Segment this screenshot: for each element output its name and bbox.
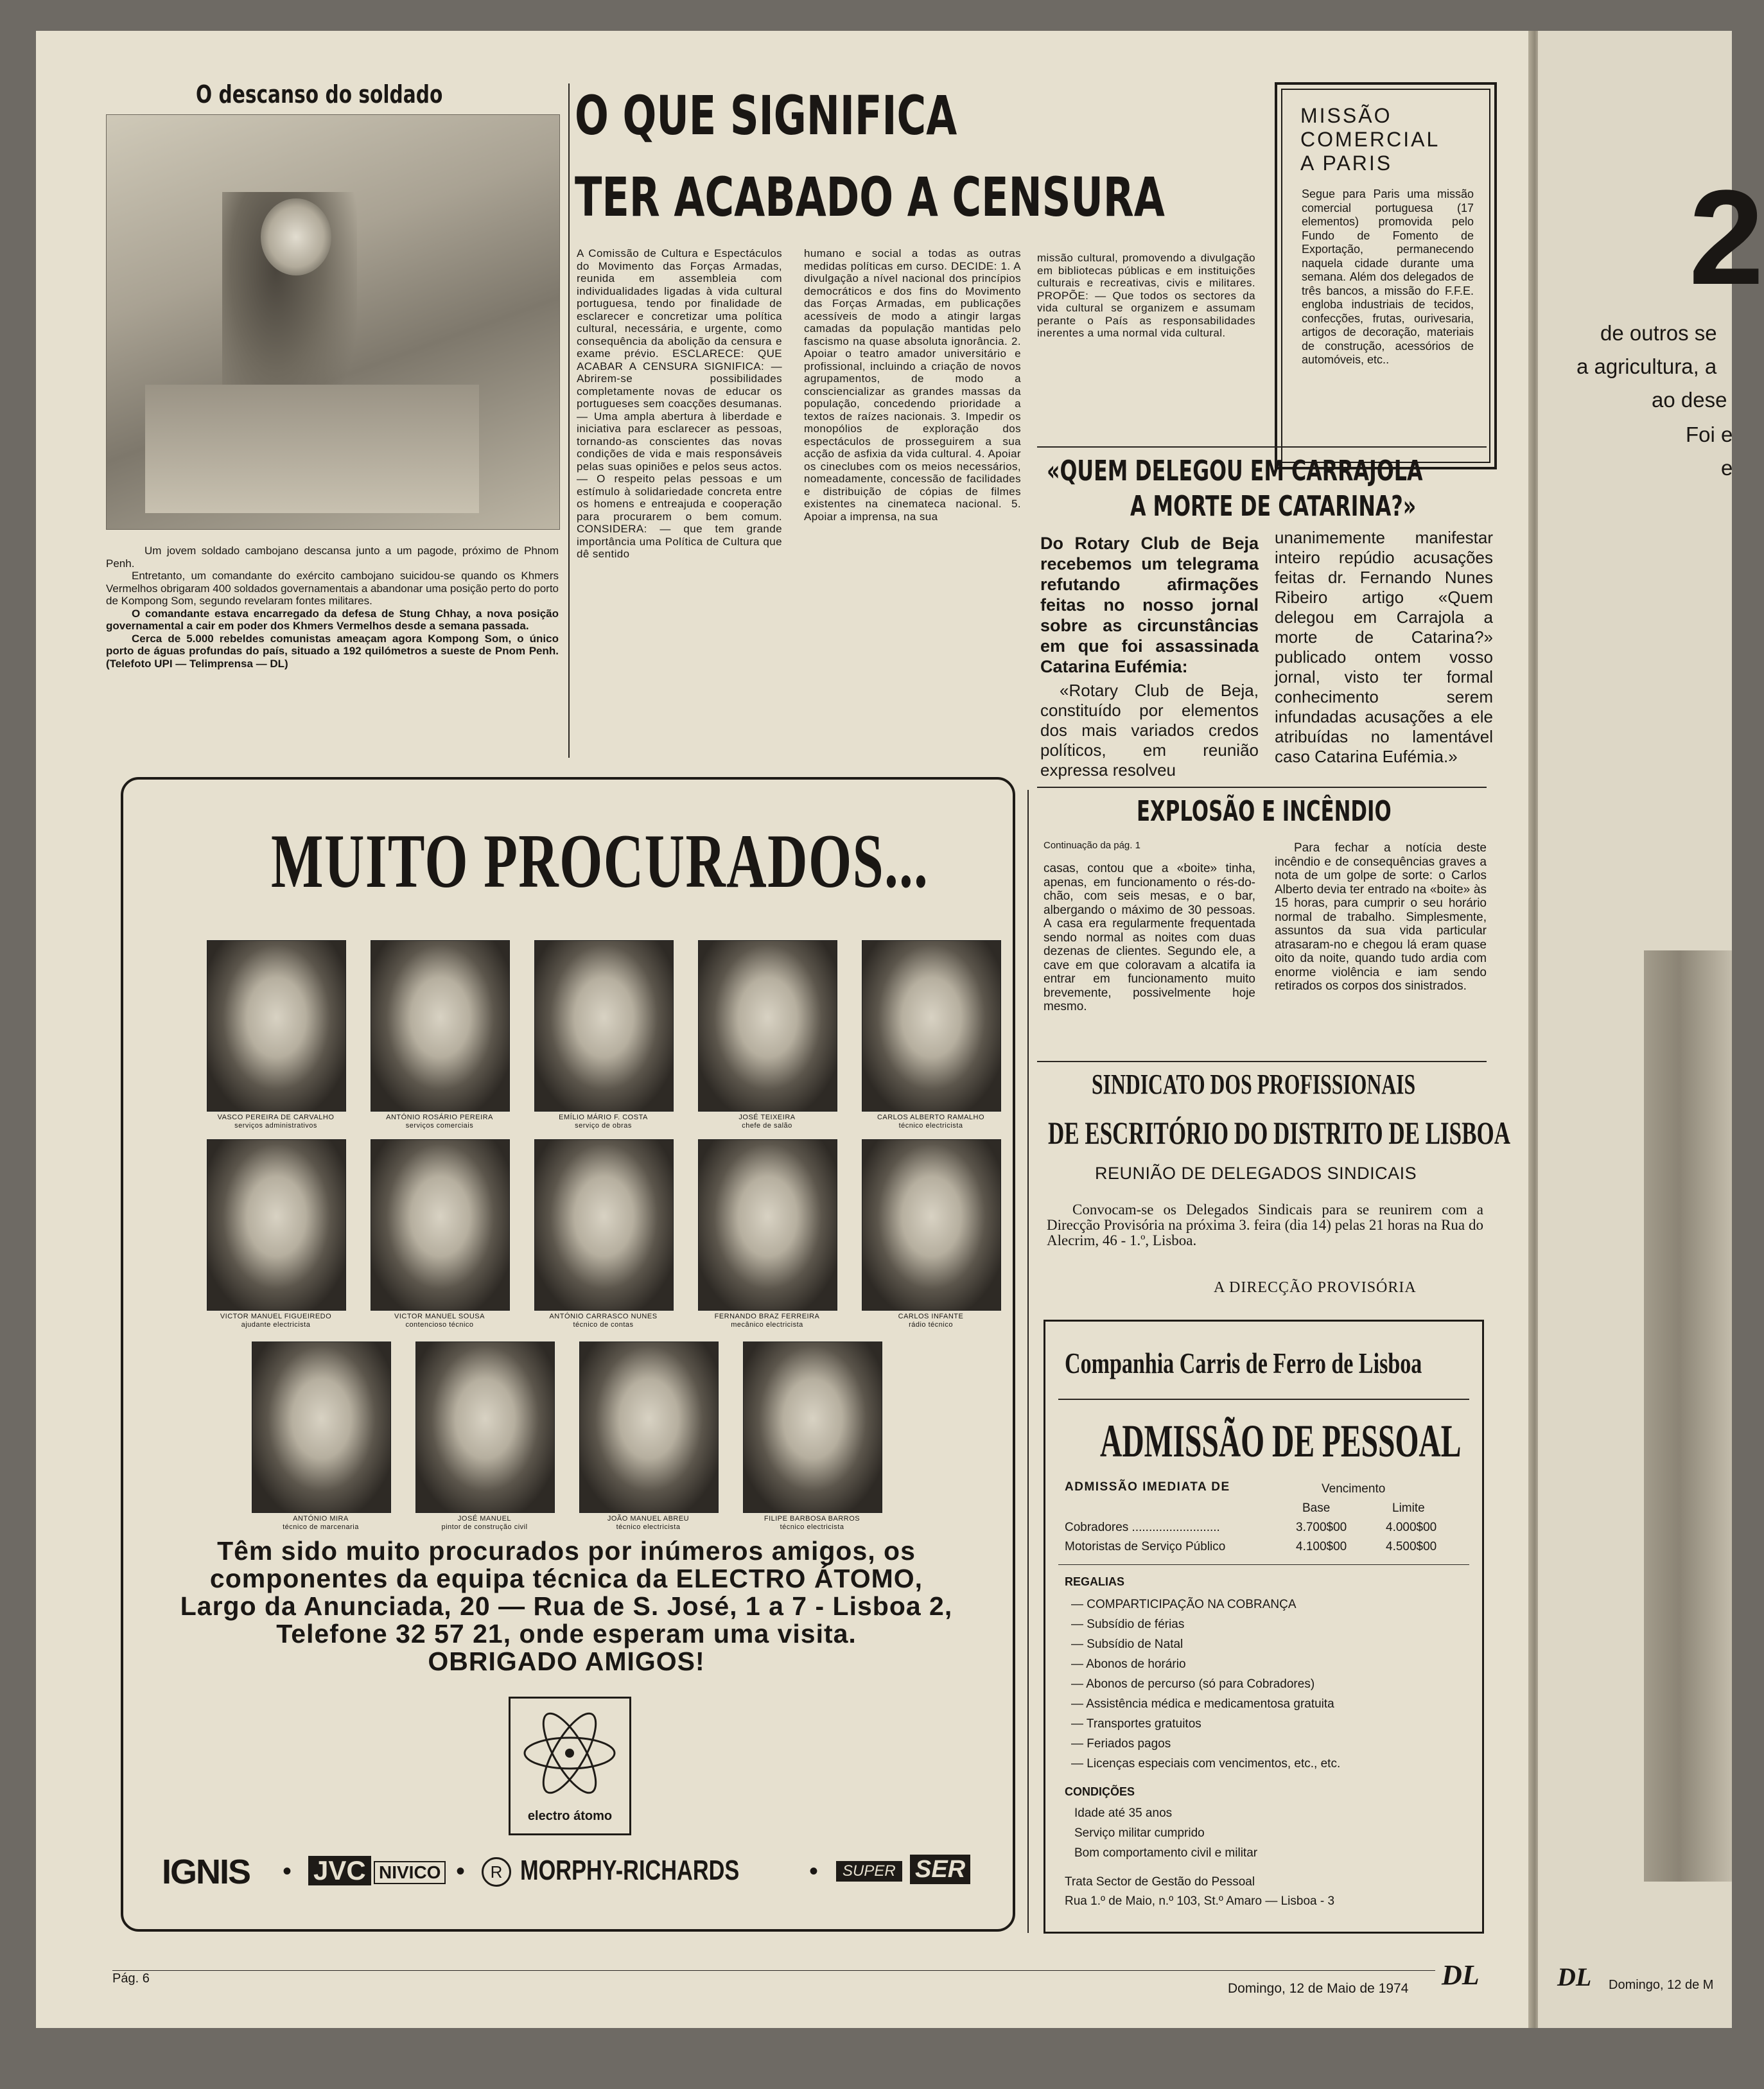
brand-nivico: NIVICO bbox=[374, 1861, 446, 1884]
next-page-logo: DL bbox=[1557, 1962, 1592, 1991]
missao-body: Segue para Paris uma missão comercial portuguesa (17 elementos) promovida pelo Fundo de Fomento de Exportação, permanecendo naquela cidade durante uma semana. Além dos delegados de três bancos, a missão do F.F.E. engloba industriais de tecidos, confecções, frutas, ourivesaria, artigos de decoração, materiais de construção, acessórios de automóveis, etc.. bbox=[1302, 188, 1474, 366]
person-caption: FILIPE BARBOSA BARROS técnico electricista bbox=[764, 1515, 860, 1531]
portrait bbox=[371, 1139, 510, 1311]
catarina-headline-2: A MORTE DE CATARINA?» bbox=[1130, 490, 1417, 523]
catarina-column-2: unanimemente manifestar inteiro repúdio acusações feitas dr. Fernando Nunes Ribeiro artigo «Quem delegou em Carrajola a morte de Catarina?» publicado ontem vosso jornal, visto ter formal conhecimento serem infundadas acusações a ele atribuídas no lamentável caso Catarina Eufémia.» bbox=[1275, 528, 1493, 766]
photo-story-title: O descanso do soldado bbox=[196, 80, 443, 109]
person-caption: FERNANDO BRAZ FERREIRA mecânico electricista bbox=[714, 1313, 820, 1329]
sindicato-title-1: SINDICATO DOS PROFISSIONAIS bbox=[1092, 1069, 1416, 1100]
portrait bbox=[579, 1342, 719, 1513]
explosao-column-2: Para fechar a notícia deste incêndio e de consequências graves a nota de um golpe de sorte: o Carlos Alberto devia ter entrado na «boite» às 15 horas, para cumprir o seu horário normal de trabalho. Simplesmente, assuntos da sua vida particular atrasaram-no e chegou lá eram quase oito da noite, quando tudo ardia com enorme violência e iam sendo retirados os corpos dos sinistrados. bbox=[1275, 841, 1487, 993]
dl-logo: DL bbox=[1442, 1959, 1480, 1991]
portrait bbox=[698, 940, 837, 1112]
ad-slogan: Têm sido muito procurados por inúmeros amigos, os componentes da equipa técnica da ELECTRO ÁTOMO, Largo da Anunciada, 20 — Rua de S. José, 1 a 7 - Lisboa 2, Telefone 32 57 21, onde esperam uma visita. OBRIGADO AMIGOS! bbox=[180, 1536, 953, 1676]
list-item: — Transportes gratuitos bbox=[1071, 1717, 1201, 1731]
brand-ser: SER bbox=[910, 1855, 970, 1884]
person-caption: VASCO PEREIRA DE CARVALHO serviços administrativos bbox=[217, 1114, 335, 1130]
portrait bbox=[371, 940, 510, 1112]
carris-title: ADMISSÃO DE PESSOAL bbox=[1100, 1415, 1462, 1467]
portrait bbox=[534, 1139, 674, 1311]
bullet-icon: • bbox=[456, 1857, 466, 1885]
person-caption: JOSÉ TEIXEIRA chefe de salão bbox=[738, 1114, 796, 1130]
portrait bbox=[862, 940, 1001, 1112]
carris-company: Companhia Carris de Ferro de Lisboa bbox=[1065, 1347, 1422, 1379]
person-caption: ANTÓNIO ROSÁRIO PEREIRA serviços comerciais bbox=[386, 1114, 493, 1130]
explosao-headline: EXPLOSÃO E INCÊNDIO bbox=[1137, 795, 1392, 828]
list-item: — Abonos de horário bbox=[1071, 1657, 1186, 1671]
footer-rule bbox=[112, 1970, 1435, 1971]
missao-box bbox=[1275, 82, 1497, 469]
page-number: Pág. 6 bbox=[112, 1971, 150, 1986]
carris-contact: Trata Sector de Gestão do Pessoal Rua 1.º de Maio, n.º 103, St.º Amaro — Lisboa - 3 bbox=[1065, 1875, 1335, 1908]
person-caption: ANTÓNIO MIRA técnico de marcenaria bbox=[283, 1515, 359, 1531]
photo-story-caption: Um jovem soldado cambojano descansa junto a um pagode, próximo de Phnom Penh. Entretanto, um comandante do exército cambojano suicidou-se quando os Khmers Vermelhos obrigaram 400 soldados governamentais a abandonar uma posição perto do porto de Kompong Som, segundo revelaram fontes militares. O comandante estava encarregado da defesa de Stung Chhay, a nova posição governamental a cair em poder dos Khmers Vermelhos desde a semana passada. Cerca de 5.000 rebeldes comunistas ameaçam agora Kompong Som, o único porto de águas profundas do país, situado a 192 quilómetros a sueste de Pnom Penh. (Telefoto UPI — Telimprensa — DL) bbox=[106, 545, 559, 670]
carris-condicoes-list bbox=[1074, 1803, 1472, 1863]
next-page-photo bbox=[1644, 950, 1732, 1882]
person-caption: EMÍLIO MÁRIO F. COSTA serviço de obras bbox=[559, 1114, 648, 1130]
carris-limite-header: Limite bbox=[1392, 1501, 1425, 1515]
carris-ad bbox=[1044, 1320, 1484, 1934]
ad-title: MUITO PROCURADOS... bbox=[271, 818, 929, 904]
next-page-glyph: 2 bbox=[1689, 162, 1764, 313]
brand-jvc: JVC bbox=[308, 1856, 371, 1885]
next-page-footer-date: Domingo, 12 de M bbox=[1609, 1978, 1714, 1992]
electro-atomo-logo: electro átomo bbox=[509, 1697, 631, 1835]
section-rule bbox=[1037, 446, 1487, 448]
catarina-lead: Do Rotary Club de Beja recebemos um telegrama refutando afirmações feitas no nosso jornal sobre as circunstâncias em que foi assassinada Catarina Eufémia: bbox=[1040, 534, 1259, 676]
atom-icon bbox=[511, 1699, 629, 1808]
person-caption: JOSÉ MANUEL pintor de construção civil bbox=[441, 1515, 528, 1531]
sindicato-signature: A DIRECÇÃO PROVISÓRIA bbox=[1214, 1279, 1417, 1296]
sindicato-body: Convocam-se os Delegados Sindicais para se reunirem com a Direcção Provisória na próxima 3. feira (dia 14) pelas 21 horas na Rua do Alecrim, 46 - 1.º, Lisboa. bbox=[1047, 1202, 1483, 1248]
portrait bbox=[862, 1139, 1001, 1311]
carris-base-header: Base bbox=[1302, 1501, 1331, 1515]
list-item: — Assistência médica e medicamentosa gratuita bbox=[1071, 1697, 1334, 1711]
portrait bbox=[698, 1139, 837, 1311]
portrait bbox=[743, 1342, 882, 1513]
carris-regalias-title: REGALIAS bbox=[1065, 1575, 1125, 1588]
list-item: Bom comportamento civil e militar bbox=[1074, 1846, 1258, 1860]
column-rule bbox=[1027, 790, 1029, 1933]
next-page-line: de outros se bbox=[1600, 321, 1717, 345]
brand-ignis: IGNIS bbox=[162, 1853, 250, 1891]
portrait bbox=[252, 1342, 391, 1513]
next-page-line: e bbox=[1721, 456, 1733, 480]
portrait bbox=[415, 1342, 555, 1513]
censura-column-2: humano e social a todas as outras medidas políticas em curso. DECIDE: 1. A divulgação a nível nacional dos princípios democráticos e dos fins do Movimento das Forças Armadas, em publicações acessíveis de modo a atingir largas camadas da população mantidas pelo fascismo na quase absoluta ignorância. 2. Apoiar o teatro amador universitário e profissional, incluindo a criação de novos agrupamentos, de modo a consciencializar as grandes massas da população, concedendo prioridade a textos de raízes nacionais. 3. Impedir os monopólios de exploração dos espectáculos de prosseguirem a sua acção de asfixia da vida cultural. 4. Apoiar os cineclubes com os meios necessários, nomeadamente, concessão de facilidades e distribuição de cópias de filmes existentes na cinemateca nacional. 5. Apoiar a imprensa, na sua bbox=[804, 247, 1021, 523]
list-item: Serviço militar cumprido bbox=[1074, 1826, 1205, 1840]
missao-title: MISSÃO COMERCIAL A PARIS bbox=[1300, 104, 1440, 175]
next-page-line: a agricultura, a bbox=[1576, 354, 1717, 378]
next-page-line: ao dese bbox=[1652, 388, 1727, 412]
carris-salary-table bbox=[1065, 1521, 1476, 1559]
list-item: — Subsídio de Natal bbox=[1071, 1638, 1183, 1651]
censura-column-1: A Comissão de Cultura e Espectáculos do Movimento das Forças Armadas, reunida em assembleia com individualidades ligadas à vida cultural portuguesa, tendo por finalidade de esclarecer e concretizar uma política cultural, necessária, e urgente, como consequência da abolição da censura e exame prévio. ESCLARECE: QUE ACABAR A CENSURA SIGNIFICA: — Abrirem-se possibilidades completamente novas de educar os portugueses sem coacções desumanas. — Uma ampla abertura à liberdade e iniciativa para esclarecer as pessoas, tornando-as conscientes das novas condições de vida e mais responsáveis pelas suas opiniões e pelos seus actos. — O respeito pelas pessoas e um estímulo à solidariedade concreta entre os homens e entreajuda e cooperação para procurarem o bem comum. CONSIDERA: — que tem grande importância uma Política de Cultura que dê sentido bbox=[577, 247, 782, 560]
carris-admissao: ADMISSÃO IMEDIATA DE bbox=[1065, 1480, 1230, 1494]
person-caption: ANTÓNIO CARRASCO NUNES técnico de contas bbox=[549, 1313, 658, 1329]
list-item: — Feriados pagos bbox=[1071, 1737, 1171, 1751]
censura-column-3: missão cultural, promovendo a divulgação em bibliotecas públicas e em instituições culturais e recreativas, civis e militares. PROPÕE: — Que todos os sectores da vida cultural se organizem e assumam perante o País as responsabilidades inerentes a uma normal vida cultural. bbox=[1037, 252, 1255, 339]
list-item: Idade até 35 anos bbox=[1074, 1806, 1173, 1820]
sindicato-subtitle: REUNIÃO DE DELEGADOS SINDICAIS bbox=[1095, 1164, 1417, 1183]
morphy-richards-icon: R bbox=[482, 1857, 511, 1887]
list-item: — Licenças especiais com vencimentos, etc., etc. bbox=[1071, 1757, 1341, 1770]
brand-super: SUPER bbox=[836, 1861, 902, 1882]
person-caption: JOÃO MANUEL ABREU técnico electricista bbox=[607, 1515, 690, 1531]
section-rule bbox=[1037, 787, 1487, 788]
catarina-headline-1: «QUEM DELEGOU EM CARRAJOLA bbox=[1047, 455, 1423, 487]
brand-morphy-richards: MORPHY-RICHARDS bbox=[520, 1855, 740, 1886]
brand-strip bbox=[162, 1852, 997, 1891]
carris-regalias-list bbox=[1071, 1595, 1469, 1774]
explosao-continuation: Continuação da pág. 1 bbox=[1044, 840, 1140, 851]
carris-vencimento: Vencimento bbox=[1322, 1482, 1386, 1496]
list-item: — Abonos de percurso (só para Cobradores) bbox=[1071, 1677, 1315, 1691]
carris-condicoes-title: CONDIÇÕES bbox=[1065, 1785, 1135, 1798]
catarina-quote: «Rotary Club de Beja, constituído por elementos dos mais variados credos políticos, em reunião expressa resolveu bbox=[1040, 681, 1259, 780]
soldier-photo bbox=[106, 114, 560, 530]
censura-headline-2: TER ACABADO A CENSURA bbox=[575, 166, 1165, 229]
list-item: — Subsídio de férias bbox=[1071, 1618, 1185, 1631]
person-caption: CARLOS INFANTE rádio técnico bbox=[898, 1313, 964, 1329]
explosao-column-1: casas, contou que a «boite» tinha, apenas, em funcionamento o rés-do-chão, com seis mesas, e o bar, albergando o máximo de 30 pessoas. A casa era regularmente frequentada sendo normal as noites com duas dezenas de clientes. Segundo ele, a cave em que coloravam a alcatifa ia entrar em funcionamento muito brevemente, possivelmente hoje mesmo. bbox=[1044, 862, 1255, 1013]
footer-date: Domingo, 12 de Maio de 1974 bbox=[1228, 1981, 1409, 1996]
sindicato-title-2: DE ESCRITÓRIO DO DISTRITO DE LISBOA bbox=[1048, 1115, 1510, 1151]
column-rule bbox=[568, 83, 570, 758]
portrait bbox=[207, 1139, 346, 1311]
list-item: — COMPARTICIPAÇÃO NA COBRANÇA bbox=[1071, 1598, 1297, 1611]
table-row: Motoristas de Serviço Público 4.100$00 4.500$00 bbox=[1065, 1540, 1437, 1553]
person-caption: VICTOR MANUEL FIGUEIREDO ajudante electricista bbox=[220, 1313, 332, 1329]
portrait bbox=[534, 940, 674, 1112]
bullet-icon: • bbox=[809, 1857, 819, 1885]
person-caption: CARLOS ALBERTO RAMALHO técnico electricista bbox=[877, 1114, 985, 1130]
table-row: Cobradores .......................... 3.700$00 4.000$00 bbox=[1065, 1521, 1437, 1534]
electro-atomo-ad bbox=[121, 777, 1015, 1932]
censura-headline-1: O QUE SIGNIFICA bbox=[575, 84, 957, 147]
person-caption: VICTOR MANUEL SOUSA contencioso técnico bbox=[394, 1313, 485, 1329]
portrait bbox=[207, 940, 346, 1112]
next-page-line: Foi e bbox=[1686, 423, 1733, 446]
section-rule bbox=[1037, 1061, 1487, 1062]
bullet-icon: • bbox=[283, 1857, 292, 1885]
